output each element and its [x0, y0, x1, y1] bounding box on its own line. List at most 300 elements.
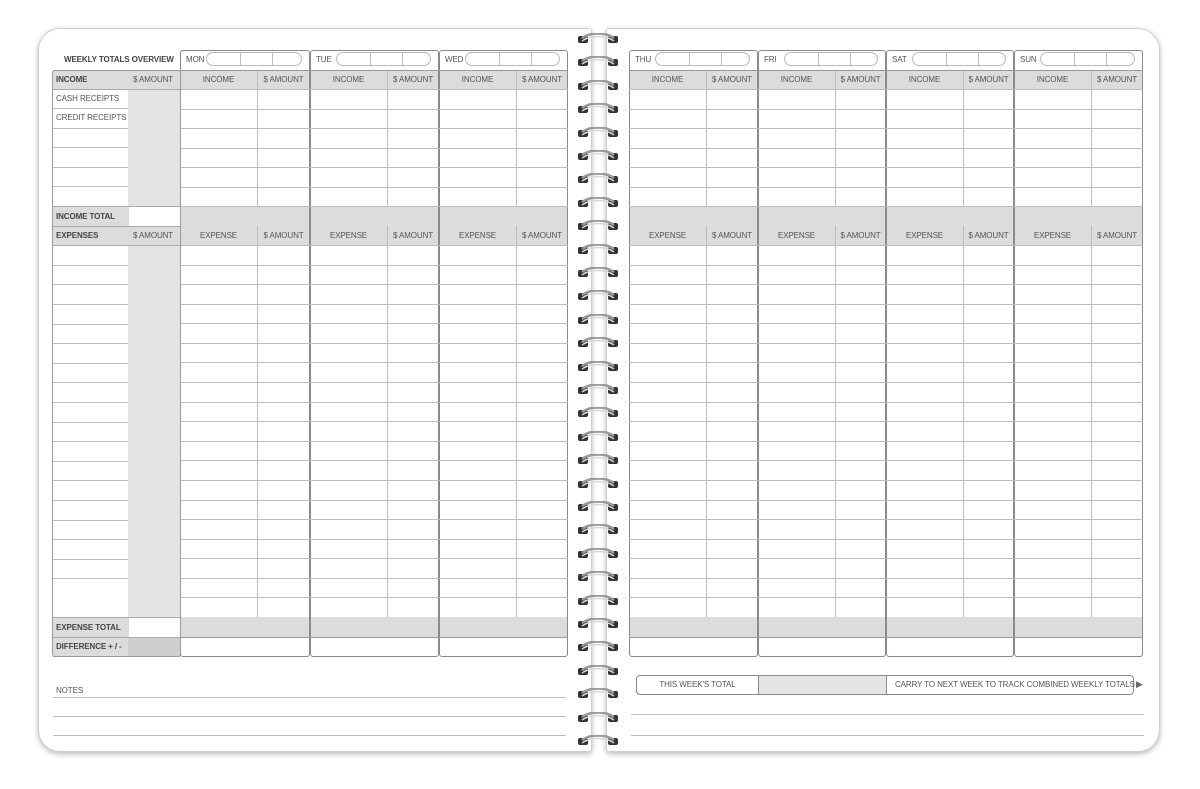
row-rule: [758, 421, 886, 422]
row-rule: [1014, 167, 1143, 168]
expense-col-header: EXPENSE: [648, 231, 687, 240]
spiral-coil: [576, 243, 620, 255]
row-rule: [310, 343, 439, 344]
row-rule: [758, 304, 886, 305]
notes-rule: [631, 714, 1144, 715]
row-rule: [629, 421, 758, 422]
amount-col-header: $ AMOUNT: [711, 231, 753, 240]
day-label: MON: [186, 55, 205, 64]
column-divider: [706, 70, 707, 206]
row-rule: [758, 402, 886, 403]
row-rule: [886, 637, 1014, 638]
amount-col-header: $ AMOUNT: [968, 75, 1009, 84]
spiral-coil: [576, 360, 620, 372]
row-rule: [180, 89, 310, 90]
date-divider: [721, 53, 722, 65]
day-date-field[interactable]: [465, 52, 560, 66]
row-rule: [886, 284, 1014, 285]
expense-col-header: EXPENSE: [905, 231, 944, 240]
row-rule: [439, 89, 568, 90]
row-rule: [310, 578, 439, 579]
row-rule: [758, 558, 886, 559]
expense-col-header: EXPENSE: [777, 231, 816, 240]
row-rule: [180, 265, 310, 266]
spiral-coil: [576, 126, 620, 138]
expense-col-header: EXPENSE: [458, 231, 497, 240]
row-rule: [629, 167, 758, 168]
row-rule: [180, 402, 310, 403]
row-rule: [1014, 187, 1143, 188]
row-rule: [439, 362, 568, 363]
row-rule: [758, 480, 886, 481]
row-rule: [1014, 402, 1143, 403]
row-rule: [629, 539, 758, 540]
column-divider: [1091, 70, 1092, 206]
row-rule: [310, 206, 439, 207]
day-date-field[interactable]: [912, 52, 1006, 66]
carry-note: CARRY TO NEXT WEEK TO TRACK COMBINED WEEKLY TOTALS: [895, 680, 1135, 689]
row-rule: [629, 187, 758, 188]
spiral-coil: [576, 196, 620, 208]
row-rule: [439, 402, 568, 403]
amount-col-header: $ AMOUNT: [392, 231, 434, 240]
row-rule: [886, 382, 1014, 383]
amount-col-header: $ AMOUNT: [840, 75, 881, 84]
row-rule: [629, 284, 758, 285]
row-rule: [439, 519, 568, 520]
row-rule: [758, 323, 886, 324]
day-label: SUN: [1020, 55, 1037, 64]
date-divider: [1074, 53, 1075, 65]
row-rule: [758, 500, 886, 501]
column-divider: [963, 70, 964, 206]
row-rule: [758, 382, 886, 383]
row-rule: [629, 500, 758, 501]
expense-total-cell: [181, 617, 309, 637]
row-rule: [439, 382, 568, 383]
row-rule: [180, 441, 310, 442]
date-divider: [978, 53, 979, 65]
day-date-field[interactable]: [206, 52, 302, 66]
row-rule: [180, 480, 310, 481]
day-label: FRI: [764, 55, 777, 64]
row-rule: [439, 500, 568, 501]
row-rule: [310, 245, 439, 246]
row-rule: [758, 128, 886, 129]
row-rule: [180, 148, 310, 149]
day-column-sat: [886, 50, 1014, 657]
spiral-coil: [576, 336, 620, 348]
row-rule: [180, 206, 310, 207]
row-rule: [180, 539, 310, 540]
row-rule: [310, 70, 439, 71]
row-rule: [439, 343, 568, 344]
row-rule: [1014, 70, 1143, 71]
expense-col-header: EXPENSE: [1033, 231, 1072, 240]
row-rule: [439, 578, 568, 579]
expense-total-cell: [440, 617, 567, 637]
row-rule: [1014, 148, 1143, 149]
row-rule: [439, 421, 568, 422]
income-total-cell: [630, 206, 757, 226]
row-rule: [180, 500, 310, 501]
amount-col-header: $ AMOUNT: [1096, 75, 1138, 84]
spiral-coil: [576, 149, 620, 161]
row-rule: [439, 284, 568, 285]
expense-col-header: EXPENSE: [329, 231, 368, 240]
row-rule: [180, 637, 310, 638]
label-column-frame: [52, 70, 181, 657]
row-rule: [439, 265, 568, 266]
spiral-coil: [576, 500, 620, 512]
row-rule: [886, 441, 1014, 442]
row-rule: [310, 323, 439, 324]
row-rule: [629, 578, 758, 579]
row-rule: [886, 265, 1014, 266]
row-rule: [886, 89, 1014, 90]
spiral-coil: [576, 55, 620, 67]
spiral-coil: [576, 289, 620, 301]
row-rule: [310, 128, 439, 129]
spiral-coil: [576, 79, 620, 91]
expense-total-cell: [630, 617, 757, 637]
income-col-header: INCOME: [651, 75, 684, 84]
row-rule: [758, 597, 886, 598]
row-rule: [1014, 304, 1143, 305]
row-rule: [310, 558, 439, 559]
income-col-header: INCOME: [1036, 75, 1069, 84]
row-rule: [629, 109, 758, 110]
column-divider: [387, 70, 388, 206]
row-rule: [439, 187, 568, 188]
row-rule: [886, 421, 1014, 422]
row-rule: [439, 109, 568, 110]
spiral-coil: [576, 102, 620, 114]
row-rule: [439, 441, 568, 442]
expense-total-label: EXPENSE TOTAL: [56, 623, 121, 632]
income-total-label: INCOME TOTAL: [56, 212, 115, 221]
row-rule: [1014, 519, 1143, 520]
day-label: SAT: [892, 55, 907, 64]
day-column-wed: [439, 50, 568, 657]
day-column-thu: [629, 50, 758, 657]
day-column-mon: [180, 50, 310, 657]
row-rule: [180, 343, 310, 344]
row-rule: [629, 206, 758, 207]
row-rule: [629, 460, 758, 461]
date-divider: [946, 53, 947, 65]
row-rule: [886, 500, 1014, 501]
row-rule: [629, 637, 758, 638]
row-rule: [439, 323, 568, 324]
day-date-field[interactable]: [336, 52, 431, 66]
row-rule: [886, 245, 1014, 246]
notes-rule: [53, 735, 566, 736]
row-rule: [439, 558, 568, 559]
amount-header: $ AMOUNT: [133, 75, 174, 84]
row-rule: [886, 343, 1014, 344]
date-divider: [818, 53, 819, 65]
income-row-label: CREDIT RECEIPTS: [56, 113, 127, 122]
row-rule: [439, 539, 568, 540]
row-rule: [1014, 265, 1143, 266]
row-rule: [886, 206, 1014, 207]
row-rule: [1014, 323, 1143, 324]
row-rule: [180, 578, 310, 579]
this-weeks-total-label: THIS WEEK'S TOTAL: [659, 680, 736, 689]
row-rule: [310, 148, 439, 149]
row-rule: [1014, 597, 1143, 598]
row-rule: [886, 167, 1014, 168]
row-rule: [886, 70, 1014, 71]
day-date-field[interactable]: [1040, 52, 1135, 66]
spiral-coil: [576, 477, 620, 489]
row-rule: [180, 167, 310, 168]
day-column-tue: [310, 50, 439, 657]
date-divider: [1106, 53, 1107, 65]
expense-total-cell: [759, 617, 885, 637]
row-rule: [886, 519, 1014, 520]
row-rule: [439, 245, 568, 246]
divider: [886, 676, 887, 694]
row-rule: [439, 148, 568, 149]
row-rule: [180, 304, 310, 305]
row-rule: [180, 284, 310, 285]
expense-col-header: EXPENSE: [199, 231, 238, 240]
spiral-coil: [576, 219, 620, 231]
row-rule: [629, 343, 758, 344]
row-rule: [180, 421, 310, 422]
row-rule: [629, 148, 758, 149]
spiral-coil: [576, 547, 620, 559]
amount-col-header: $ AMOUNT: [1096, 231, 1138, 240]
notes-rule: [631, 735, 1144, 736]
column-divider: [516, 70, 517, 206]
spiral-coil: [576, 453, 620, 465]
spiral-coil: [576, 430, 620, 442]
overview-label: WEEKLY TOTALS OVERVIEW: [64, 55, 174, 64]
spiral-coil: [576, 640, 620, 652]
day-date-field[interactable]: [655, 52, 750, 66]
row-rule: [758, 70, 886, 71]
spiral-coil: [576, 664, 620, 676]
income-header: INCOME: [56, 75, 88, 84]
row-rule: [439, 304, 568, 305]
expense-total-cell: [311, 617, 438, 637]
date-divider: [689, 53, 690, 65]
row-rule: [629, 558, 758, 559]
income-total-cell: [887, 206, 1013, 226]
expense-total-cell: [1015, 617, 1142, 637]
row-rule: [886, 460, 1014, 461]
row-rule: [758, 206, 886, 207]
row-rule: [310, 109, 439, 110]
income-col-header: INCOME: [332, 75, 365, 84]
amount-col-header: $ AMOUNT: [392, 75, 434, 84]
row-rule: [310, 637, 439, 638]
date-divider: [850, 53, 851, 65]
spiral-binding: [574, 32, 622, 752]
row-rule: [886, 148, 1014, 149]
row-rule: [1014, 637, 1143, 638]
spiral-coil: [576, 594, 620, 606]
row-rule: [1014, 480, 1143, 481]
amount-col-header: $ AMOUNT: [968, 231, 1009, 240]
row-rule: [310, 402, 439, 403]
row-rule: [180, 245, 310, 246]
row-rule: [180, 128, 310, 129]
date-divider: [370, 53, 371, 65]
row-rule: [1014, 245, 1143, 246]
income-col-header: INCOME: [780, 75, 813, 84]
day-column-fri: [758, 50, 886, 657]
row-rule: [758, 167, 886, 168]
row-rule: [1014, 421, 1143, 422]
row-rule: [439, 206, 568, 207]
day-column-sun: [1014, 50, 1143, 657]
amount-col-header: $ AMOUNT: [263, 75, 304, 84]
row-rule: [886, 539, 1014, 540]
date-divider: [272, 53, 273, 65]
row-rule: [629, 382, 758, 383]
row-rule: [758, 441, 886, 442]
income-total-cell: [311, 206, 438, 226]
income-row-label: CASH RECEIPTS: [56, 94, 120, 103]
spiral-coil: [576, 711, 620, 723]
row-rule: [886, 323, 1014, 324]
row-rule: [629, 480, 758, 481]
notes-rule: [53, 697, 566, 698]
row-rule: [310, 421, 439, 422]
row-rule: [310, 89, 439, 90]
row-rule: [758, 148, 886, 149]
spiral-coil: [576, 313, 620, 325]
row-rule: [180, 460, 310, 461]
row-rule: [1014, 578, 1143, 579]
row-rule: [439, 70, 568, 71]
income-col-header: INCOME: [908, 75, 941, 84]
spiral-coil: [576, 570, 620, 582]
spiral-coil: [576, 32, 620, 44]
row-rule: [1014, 128, 1143, 129]
amount-col-header: $ AMOUNT: [711, 75, 753, 84]
row-rule: [310, 480, 439, 481]
spiral-coil: [576, 687, 620, 699]
row-rule: [439, 597, 568, 598]
row-rule: [1014, 558, 1143, 559]
income-total-cell: [181, 206, 309, 226]
row-rule: [1014, 460, 1143, 461]
row-rule: [758, 637, 886, 638]
amount-col-header: $ AMOUNT: [521, 75, 563, 84]
spiral-coil: [576, 406, 620, 418]
row-rule: [1014, 382, 1143, 383]
notes-label: NOTES: [56, 686, 84, 695]
row-rule: [886, 402, 1014, 403]
divider: [758, 676, 759, 694]
row-rule: [310, 167, 439, 168]
spiral-coil: [576, 383, 620, 395]
column-divider: [257, 70, 258, 206]
income-col-header: INCOME: [461, 75, 494, 84]
row-rule: [629, 304, 758, 305]
row-rule: [180, 70, 310, 71]
spiral-coil: [576, 734, 620, 746]
row-rule: [1014, 441, 1143, 442]
day-label: WED: [445, 55, 464, 64]
row-rule: [310, 265, 439, 266]
income-total-cell: [1015, 206, 1142, 226]
row-rule: [180, 382, 310, 383]
row-rule: [758, 89, 886, 90]
this-week-total-field[interactable]: [758, 676, 886, 694]
amount-col-header: $ AMOUNT: [263, 231, 304, 240]
row-rule: [758, 460, 886, 461]
day-label: THU: [635, 55, 652, 64]
row-rule: [758, 265, 886, 266]
row-rule: [180, 362, 310, 363]
row-rule: [758, 362, 886, 363]
row-rule: [439, 637, 568, 638]
column-divider: [835, 70, 836, 206]
row-rule: [1014, 284, 1143, 285]
amount-header: $ AMOUNT: [133, 231, 174, 240]
row-rule: [886, 362, 1014, 363]
row-rule: [629, 245, 758, 246]
spiral-coil: [576, 172, 620, 184]
row-rule: [310, 362, 439, 363]
row-rule: [310, 500, 439, 501]
expenses-header: EXPENSES: [56, 231, 99, 240]
day-date-field[interactable]: [784, 52, 878, 66]
row-rule: [886, 304, 1014, 305]
row-rule: [310, 382, 439, 383]
row-rule: [886, 109, 1014, 110]
row-rule: [758, 245, 886, 246]
income-col-header: INCOME: [202, 75, 235, 84]
row-rule: [629, 265, 758, 266]
row-rule: [1014, 109, 1143, 110]
row-rule: [310, 597, 439, 598]
row-rule: [310, 539, 439, 540]
row-rule: [180, 109, 310, 110]
row-rule: [1014, 539, 1143, 540]
row-rule: [629, 362, 758, 363]
row-rule: [886, 128, 1014, 129]
row-rule: [180, 187, 310, 188]
row-rule: [439, 128, 568, 129]
row-rule: [758, 187, 886, 188]
spiral-coil: [576, 266, 620, 278]
row-rule: [310, 304, 439, 305]
income-total-cell: [759, 206, 885, 226]
row-rule: [629, 402, 758, 403]
row-rule: [1014, 343, 1143, 344]
row-rule: [1014, 362, 1143, 363]
row-rule: [886, 558, 1014, 559]
date-divider: [240, 53, 241, 65]
row-rule: [629, 519, 758, 520]
row-rule: [629, 89, 758, 90]
row-rule: [310, 441, 439, 442]
row-rule: [310, 460, 439, 461]
row-rule: [629, 70, 758, 71]
row-rule: [439, 480, 568, 481]
amount-col-header: $ AMOUNT: [840, 231, 881, 240]
income-total-cell: [440, 206, 567, 226]
row-rule: [758, 109, 886, 110]
row-rule: [629, 441, 758, 442]
